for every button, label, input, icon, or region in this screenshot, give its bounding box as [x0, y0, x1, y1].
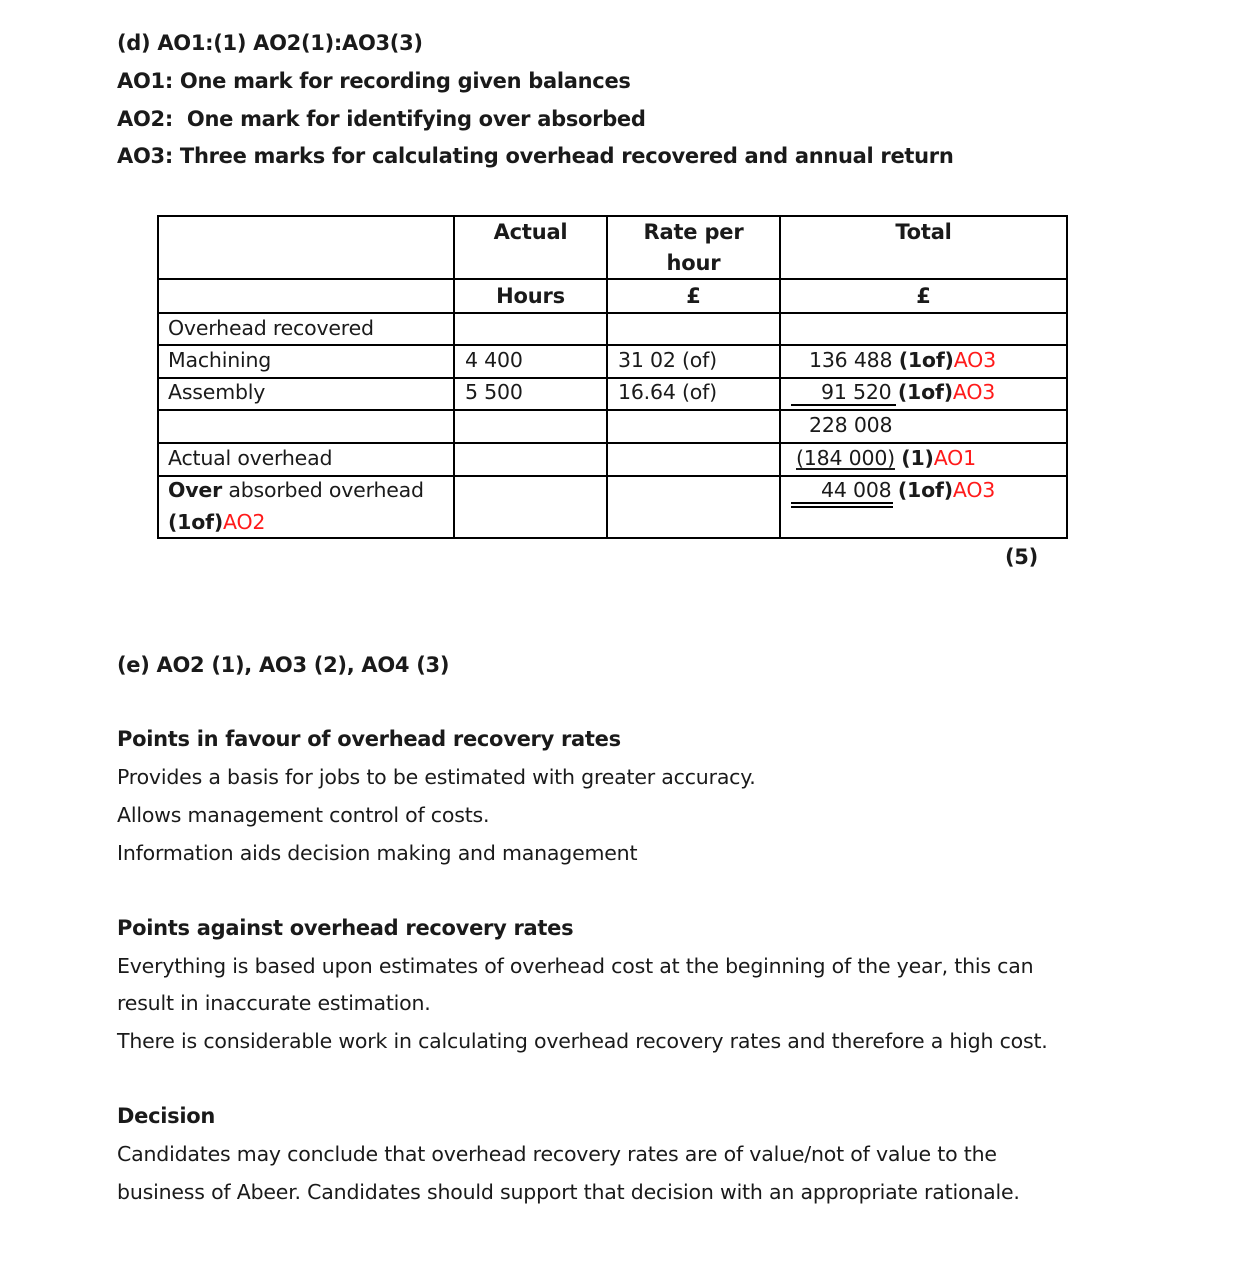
- section-e-heading: (e) AO2 (1), AO3 (2), AO4 (3): [117, 653, 450, 677]
- over-absorbed-mark: (1of): [168, 510, 224, 534]
- over-absorbed-total-ao-tag: AO3: [952, 478, 996, 502]
- over-absorbed-double-underline-1: [791, 502, 893, 504]
- favour-point: Provides a basis for jobs to be estimated with greater accuracy.: [117, 765, 756, 789]
- assembly-hours: 5 500: [465, 380, 523, 404]
- machining-total-cell: [809, 348, 996, 372]
- row-label-assembly: Assembly: [168, 380, 266, 404]
- over-absorbed-mark-line: [168, 510, 265, 534]
- overhead-recovered-subtotal: 228 008: [809, 413, 893, 437]
- decision-line: business of Abeer. Candidates should support that decision with an appropriate rationale.: [117, 1180, 1020, 1204]
- assembly-mark: (1of): [897, 380, 953, 404]
- table-border-left: [157, 215, 159, 539]
- against-title: Points against overhead recovery rates: [117, 916, 574, 940]
- actual-overhead-total-cell: [796, 446, 976, 470]
- row-label-machining: Machining: [168, 348, 272, 372]
- over-absorbed-ao-tag: AO2: [223, 510, 266, 534]
- over-absorbed-total: 44 008: [821, 478, 892, 502]
- table-col-divider: [453, 215, 455, 539]
- table-border-bottom: [157, 537, 1068, 539]
- row-label-actual-overhead: Actual overhead: [168, 446, 333, 470]
- over-absorbed-label-bold: Over: [168, 478, 223, 502]
- decision-title: Decision: [117, 1104, 215, 1128]
- overhead-table: [157, 215, 1068, 539]
- machining-ao-tag: AO3: [953, 348, 996, 372]
- table-divider: [157, 344, 1068, 346]
- machining-total: 136 488: [809, 348, 893, 372]
- actual-overhead-mark: (1): [901, 446, 934, 470]
- table-divider: [157, 409, 1068, 411]
- col-header-actual: Actual: [493, 220, 568, 244]
- over-absorbed-double-underline-2: [791, 506, 893, 508]
- row-label-overhead-recovered: Overhead recovered: [168, 316, 374, 340]
- table-divider: [157, 312, 1068, 314]
- against-line: Everything is based upon estimates of overhead cost at the beginning of the year, this can: [117, 954, 1034, 978]
- marks-total: (5): [1005, 545, 1038, 569]
- over-absorbed-total-cell: [821, 478, 995, 502]
- col-header-rate-line1: Rate per: [643, 220, 744, 244]
- unit-total-currency: £: [916, 284, 931, 308]
- table-divider: [157, 442, 1068, 444]
- assembly-total: 91 520: [821, 380, 892, 404]
- machining-hours: 4 400: [465, 348, 523, 372]
- favour-title: Points in favour of overhead recovery rates: [117, 727, 621, 751]
- assembly-ao-tag: AO3: [952, 380, 996, 404]
- section-d-heading: (d) AO1:(1) AO2(1):AO3(3): [117, 31, 423, 55]
- criterion-ao2: AO2: One mark for identifying over absorbed: [117, 107, 646, 131]
- assembly-total-cell: [821, 380, 995, 404]
- against-line: There is considerable work in calculating overhead recovery rates and therefore a high cost.: [117, 1029, 1048, 1053]
- machining-mark: (1of): [898, 348, 954, 372]
- actual-overhead-total: (184 000): [796, 446, 895, 470]
- table-border-right: [1066, 215, 1068, 539]
- assembly-rate: 16.64 (of): [618, 380, 717, 404]
- col-header-total: Total: [895, 220, 952, 244]
- table-col-divider: [779, 215, 781, 539]
- unit-hours: Hours: [496, 284, 565, 308]
- criterion-ao3: AO3: Three marks for calculating overhead recovered and annual return: [117, 144, 954, 168]
- table-divider: [157, 377, 1068, 379]
- over-absorbed-label-rest: absorbed overhead: [222, 478, 424, 502]
- table-border-top: [157, 215, 1068, 217]
- favour-point: Information aids decision making and management: [117, 841, 638, 865]
- favour-point: Allows management control of costs.: [117, 803, 490, 827]
- unit-rate-currency: £: [686, 284, 701, 308]
- machining-rate: 31 02 (of): [618, 348, 717, 372]
- criterion-ao1: AO1: One mark for recording given balances: [117, 69, 631, 93]
- actual-overhead-ao-tag: AO1: [933, 446, 976, 470]
- table-divider: [157, 278, 1068, 280]
- decision-line: Candidates may conclude that overhead recovery rates are of value/not of value to the: [117, 1142, 997, 1166]
- against-line: result in inaccurate estimation.: [117, 991, 431, 1015]
- col-header-rate-line2: hour: [666, 251, 721, 275]
- assembly-total-underline: [791, 404, 896, 406]
- table-divider: [157, 475, 1068, 477]
- row-label-over-absorbed: [168, 478, 424, 502]
- over-absorbed-total-mark: (1of): [897, 478, 953, 502]
